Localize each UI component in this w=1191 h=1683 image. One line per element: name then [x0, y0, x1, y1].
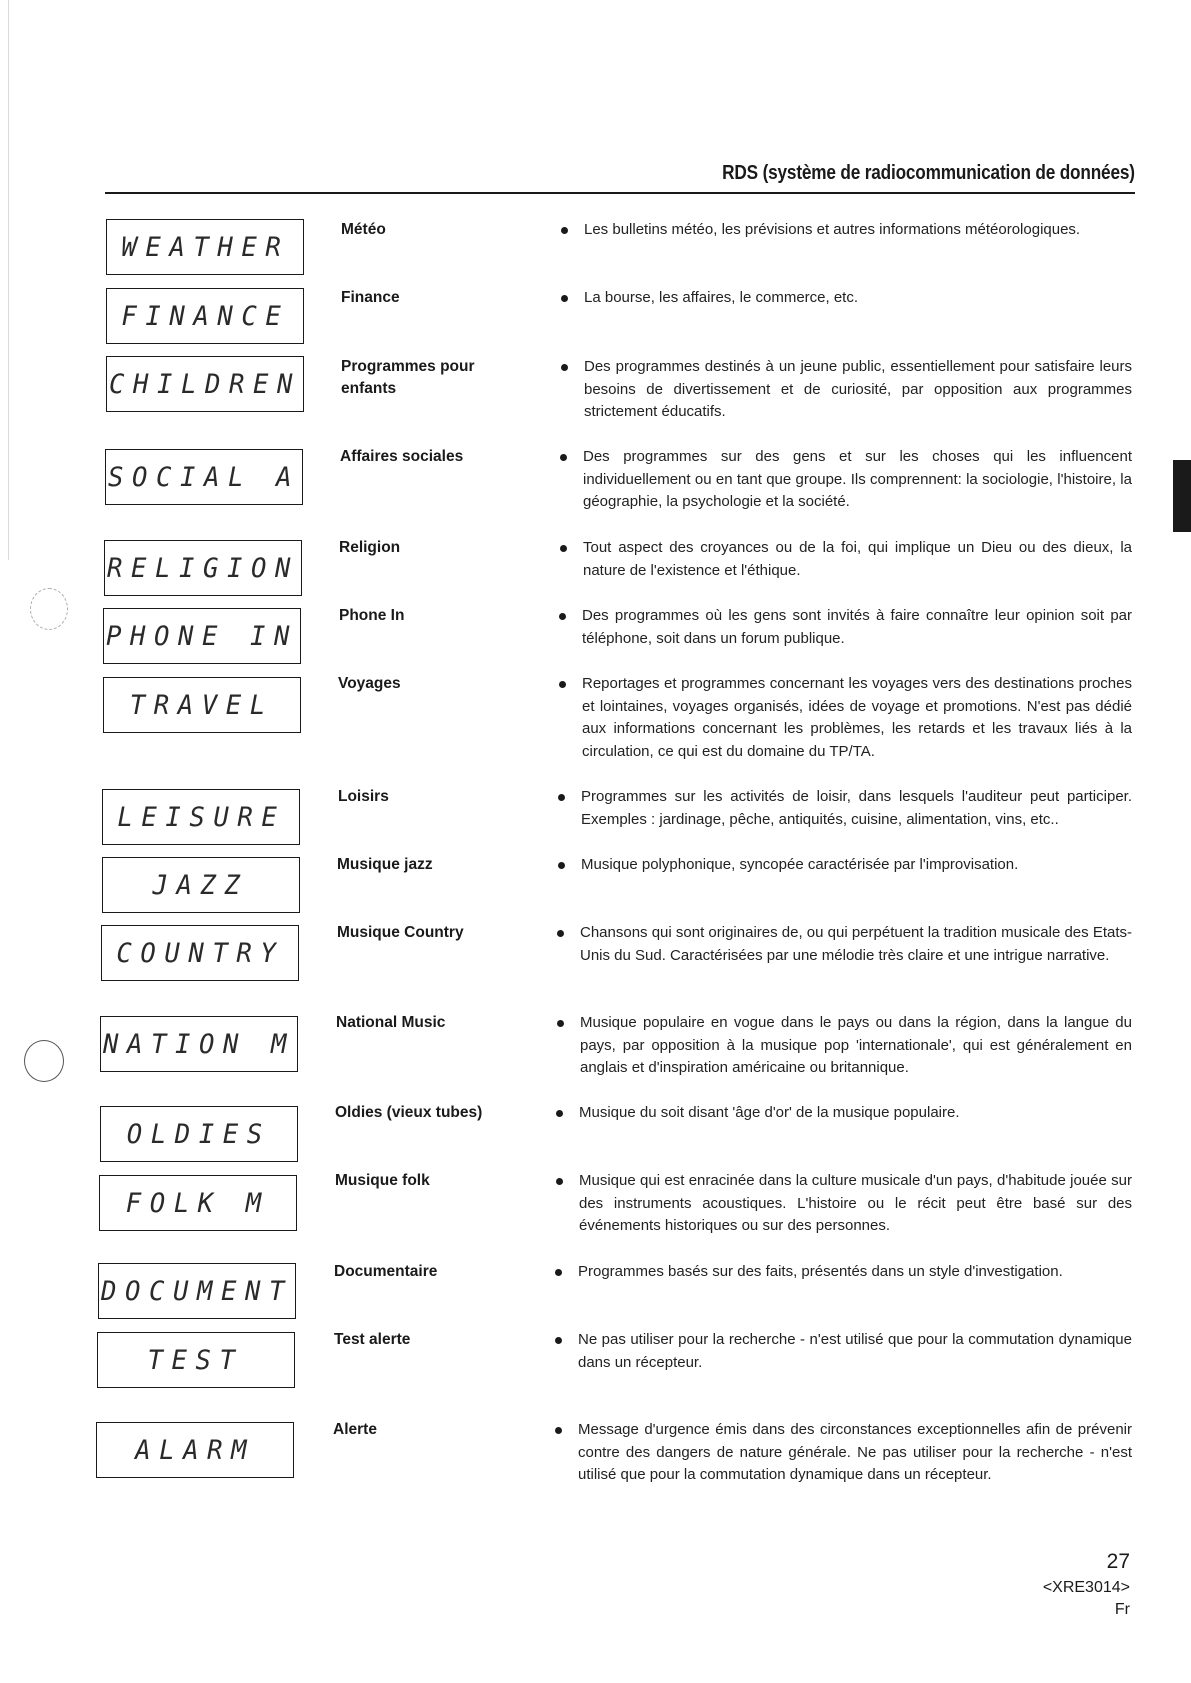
pty-name: National Music: [336, 1014, 446, 1031]
pty-description: Programmes sur les activités de loisir, dans lesquels l'auditeur peut participer. Exemples : jardinage, pêche, antiquités, cuisine, alimentation, vins, etc..: [581, 788, 1132, 828]
bullet-icon: [558, 862, 565, 869]
section-tab: [1173, 460, 1191, 532]
pty-description: Des programmes sur des gens et sur les choses qui les influencent individuellement ou en tant que groupe. Ils comprennent: la sociologie, l'histoire, la géographie, la psychologie et la société.: [583, 448, 1132, 510]
lcd-text: RELIGION: [107, 552, 299, 584]
bullet-icon: [558, 794, 565, 801]
pty-name: Loisirs: [338, 788, 389, 805]
lcd-display: [106, 288, 304, 344]
lcd-display: [100, 1016, 298, 1072]
bullet-icon: [557, 930, 564, 937]
page-number: 27: [1106, 1550, 1130, 1573]
bullet-icon: [561, 364, 568, 371]
pty-description: Musique du soit disant 'âge d'or' de la musique populaire.: [579, 1104, 960, 1121]
bullet-icon: [559, 613, 566, 620]
lcd-text: COUNTRY: [116, 937, 284, 969]
pty-description: Musique qui est enracinée dans la culture musicale d'un pays, d'habitude jouée sur des instruments acoustiques. L'histoire ou le récit peut être basé sur des événements historiques ou sur des personnes.: [579, 1172, 1132, 1234]
language-code: Fr: [1114, 1601, 1130, 1618]
pty-description: Les bulletins météo, les prévisions et autres informations météorologiques.: [584, 221, 1081, 238]
pty-description: Des programmes destinés à un jeune public, essentiellement pour satisfaire leurs besoins de divertissement et de curiosité, par opposition aux programmes strictement éducatifs.: [584, 358, 1132, 420]
lcd-text: CHILDREN: [109, 368, 301, 400]
lcd-display: [106, 219, 304, 275]
lcd-text: TRAVEL: [130, 689, 274, 721]
bullet-icon: [556, 1178, 563, 1185]
pty-description: La bourse, les affaires, le commerce, etc.: [584, 289, 859, 306]
lcd-text: NATION M: [103, 1028, 295, 1060]
lcd-display: [103, 677, 301, 733]
pty-name: Religion: [339, 539, 401, 556]
pty-name: Oldies (vieux tubes): [335, 1104, 483, 1121]
bullet-icon: [560, 545, 567, 552]
pty-description: Musique polyphonique, syncopée caractérisée par l'improvisation.: [581, 856, 1019, 873]
pty-description: Ne pas utiliser pour la recherche - n'est utilisé que pour la commutation dynamique dans un récepteur.: [578, 1331, 1132, 1371]
pty-description: Message d'urgence émis dans des circonstances exceptionnelles afin de prévenir contre des dangers de nature générale. Ne pas utiliser pour la recherche - n'est utilisé que pour la commutation dynamique dans un récepteur.: [578, 1421, 1132, 1483]
bullet-icon: [556, 1110, 563, 1117]
lcd-display: [102, 857, 300, 913]
bullet-icon: [560, 454, 567, 461]
pty-name: Programmes pour enfants: [341, 358, 475, 397]
pty-description: Reportages et programmes concernant les voyages vers des destinations proches et lointaines, voyages organisés, idées de voyage et promotions. N'est pas dédié aux informations concernant les problèmes, les retards et les travaux liés à la circulation, ce qui est du domaine du TP/TA.: [582, 675, 1132, 760]
pty-name: Test alerte: [334, 1331, 411, 1348]
lcd-text: OLDIES: [127, 1118, 271, 1150]
lcd-display: [97, 1332, 295, 1388]
pty-description: Programmes basés sur des faits, présentés dans un style d'investigation.: [578, 1263, 1063, 1280]
bullet-icon: [557, 1020, 564, 1027]
lcd-display: [102, 789, 300, 845]
pty-description: Des programmes où les gens sont invités à faire connaître leur opinion soit par téléphone, soit dans un forum publique.: [582, 607, 1132, 647]
pty-name: Musique Country: [337, 924, 464, 941]
punch-hole-mark: [30, 588, 68, 630]
pty-name: Alerte: [333, 1421, 377, 1438]
bullet-icon: [561, 227, 568, 234]
lcd-text: DOCUMENT: [101, 1275, 293, 1307]
pty-name: Météo: [341, 221, 386, 238]
pty-name: Musique jazz: [337, 856, 433, 873]
lcd-display: [96, 1422, 294, 1478]
pty-name: Documentaire: [334, 1263, 438, 1280]
lcd-text: PHONE IN: [106, 620, 298, 652]
lcd-text: TEST: [148, 1344, 244, 1376]
pty-name: Finance: [341, 289, 400, 306]
lcd-text: SOCIAL A: [108, 461, 300, 493]
bullet-icon: [555, 1269, 562, 1276]
lcd-display: [104, 540, 302, 596]
pty-name: Affaires sociales: [340, 448, 464, 465]
lcd-display: [98, 1263, 296, 1319]
header-divider: [105, 192, 1135, 194]
punch-hole: [24, 1040, 64, 1082]
pty-name: Phone In: [339, 607, 405, 624]
pty-description: Musique populaire en vogue dans le pays ou dans la région, dans la langue du pays, par opposition à la musique pop 'internationale', qui est généralement en anglais et d'inspiration américaine ou britannique.: [580, 1014, 1132, 1076]
pty-name: Musique folk: [335, 1172, 430, 1189]
document-code: <XRE3014>: [1042, 1579, 1130, 1596]
pty-name: Voyages: [338, 675, 401, 692]
bullet-icon: [559, 681, 566, 688]
lcd-text: JAZZ: [153, 869, 249, 901]
lcd-text: LEISURE: [117, 801, 285, 833]
lcd-text: ALARM: [135, 1434, 255, 1466]
lcd-display: [105, 449, 303, 505]
lcd-display: [99, 1175, 297, 1231]
bullet-icon: [555, 1337, 562, 1344]
lcd-text: FINANCE: [121, 300, 289, 332]
pty-description: Chansons qui sont originaires de, ou qui perpétuent la tradition musicale des Etats-Unis du Sud. Caractérisées par une mélodie très claire et une intrigue narrative.: [580, 924, 1132, 964]
page-header-title: RDS (système de radiocommunication de données): [722, 162, 1135, 184]
lcd-display: [100, 1106, 298, 1162]
lcd-display: [101, 925, 299, 981]
lcd-text: FOLK M: [126, 1187, 270, 1219]
margin-line: [8, 0, 9, 560]
bullet-icon: [561, 295, 568, 302]
lcd-text: WEATHER: [121, 231, 289, 263]
pty-description: Tout aspect des croyances ou de la foi, qui implique un Dieu ou des dieux, la nature de l'existence et l'éthique.: [583, 539, 1132, 579]
bullet-icon: [555, 1427, 562, 1434]
lcd-display: [103, 608, 301, 664]
lcd-display: [106, 356, 304, 412]
